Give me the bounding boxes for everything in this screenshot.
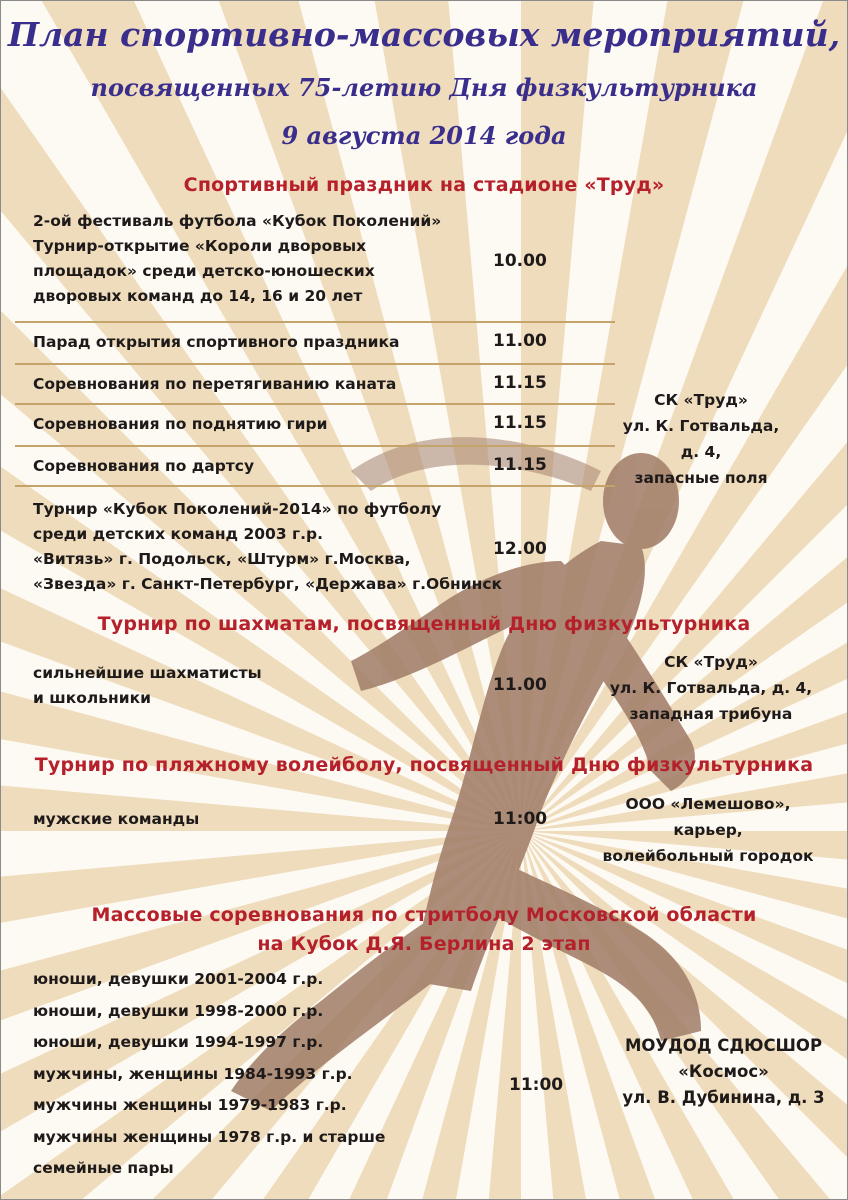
venue-line: ул. К. Готвальда, bbox=[622, 417, 780, 435]
s1-row5-text: Соревнования по дартсу bbox=[33, 457, 255, 475]
venue-line: ул. В. Дубинина, д. 3 bbox=[622, 1088, 825, 1107]
s4-venue bbox=[601, 1033, 846, 1111]
s2-line: и школьники bbox=[33, 689, 151, 707]
s4-list-item: мужчины женщины 1978 г.р. и старше bbox=[33, 1127, 386, 1146]
s1-row6-time: 12.00 bbox=[493, 539, 547, 559]
s4-list-item: юноши, девушки 1994-1997 г.р. bbox=[33, 1033, 324, 1051]
s4-time: 11:00 bbox=[509, 1075, 564, 1095]
s1-row6-line: «Звезда» г. Санкт-Петербург, «Держава» г.Обнинск bbox=[33, 575, 503, 593]
s1-row4-time: 11.15 bbox=[493, 413, 547, 433]
s4-list-item: юноши, девушки 2001-2004 г.р. bbox=[33, 970, 324, 988]
venue-line: д. 4, bbox=[680, 443, 722, 461]
s1-venue bbox=[601, 387, 801, 491]
divider bbox=[15, 363, 615, 365]
s1-row2-time: 11.00 bbox=[493, 331, 547, 351]
s2-time: 11.00 bbox=[493, 675, 547, 695]
s1-row1-text bbox=[33, 209, 441, 309]
s1-row1-line: дворовых команд до 14, 16 и 20 лет bbox=[33, 287, 363, 305]
venue-line: «Космос» bbox=[678, 1062, 769, 1081]
venue-line: ООО «Лемешово», bbox=[625, 795, 791, 813]
s4-list-item: семейные пары bbox=[33, 1159, 174, 1177]
section4-heading-line-2: на Кубок Д.Я. Берлина 2 этап bbox=[257, 933, 591, 955]
s2-venue bbox=[586, 649, 836, 727]
section3-heading: Турнир по пляжному волейболу, посвященный Дню физкультурника bbox=[34, 754, 814, 776]
title-line-2: посвященных 75-летию Дня физкультурника bbox=[90, 73, 758, 102]
venue-line: карьер, bbox=[673, 821, 743, 839]
divider bbox=[15, 485, 615, 487]
s3-text: мужские команды bbox=[33, 810, 200, 828]
s1-row1-time: 10.00 bbox=[493, 251, 547, 271]
s1-row1-line: 2-ой фестиваль футбола «Кубок Поколений» bbox=[33, 212, 442, 230]
s2-line: сильнейшие шахматисты bbox=[33, 664, 262, 682]
s1-row6-text bbox=[33, 497, 502, 597]
s1-row6-line: «Витязь» г. Подольск, «Штурм» г.Москва, bbox=[33, 550, 411, 568]
venue-line: СК «Труд» bbox=[654, 391, 748, 409]
s1-row6-line: Турнир «Кубок Поколений-2014» по футболу bbox=[33, 500, 442, 518]
s4-list bbox=[33, 964, 385, 1185]
s1-row6-line: среди детских команд 2003 г.р. bbox=[33, 525, 323, 543]
section2-heading: Турнир по шахматам, посвященный Дню физкультурника bbox=[97, 613, 751, 635]
s1-row3-time: 11.15 bbox=[493, 373, 547, 393]
s1-row3-text: Соревнования по перетягиванию каната bbox=[33, 375, 397, 393]
title-line-1: План спортивно-массовых мероприятий, bbox=[7, 15, 841, 54]
section4-heading-line-1: Массовые соревнования по стритболу Московской области bbox=[91, 904, 757, 926]
s3-venue bbox=[583, 791, 833, 869]
venue-line: волейбольный городок bbox=[602, 847, 814, 865]
s1-row2-text: Парад открытия спортивного праздника bbox=[33, 333, 400, 351]
title-date: 9 августа 2014 года bbox=[281, 121, 567, 150]
s4-list-item: мужчины женщины 1979-1983 г.р. bbox=[33, 1096, 347, 1114]
section1-heading: Спортивный праздник на стадионе «Труд» bbox=[183, 174, 665, 196]
divider bbox=[15, 445, 615, 447]
s4-list-item: юноши, девушки 1998-2000 г.р. bbox=[33, 1001, 324, 1020]
venue-line: западная трибуна bbox=[629, 705, 793, 723]
venue-line: запасные поля bbox=[634, 469, 768, 487]
s2-text bbox=[33, 661, 262, 711]
s1-row5-time: 11.15 bbox=[493, 455, 547, 475]
venue-line: СК «Труд» bbox=[664, 653, 758, 671]
s1-row1-line: Турнир-открытие «Короли дворовых bbox=[33, 237, 367, 255]
s3-time: 11:00 bbox=[493, 809, 548, 829]
divider bbox=[15, 403, 615, 405]
s4-list-item: мужчины, женщины 1984-1993 г.р. bbox=[33, 1064, 353, 1083]
venue-line: ул. К. Готвальда, д. 4, bbox=[609, 679, 813, 697]
venue-line: МОУДОД СДЮСШОР bbox=[624, 1036, 823, 1055]
s1-row4-text: Соревнования по поднятию гири bbox=[33, 415, 328, 433]
divider bbox=[15, 321, 615, 323]
s1-row1-line: площадок» среди детско-юношеских bbox=[33, 262, 375, 280]
